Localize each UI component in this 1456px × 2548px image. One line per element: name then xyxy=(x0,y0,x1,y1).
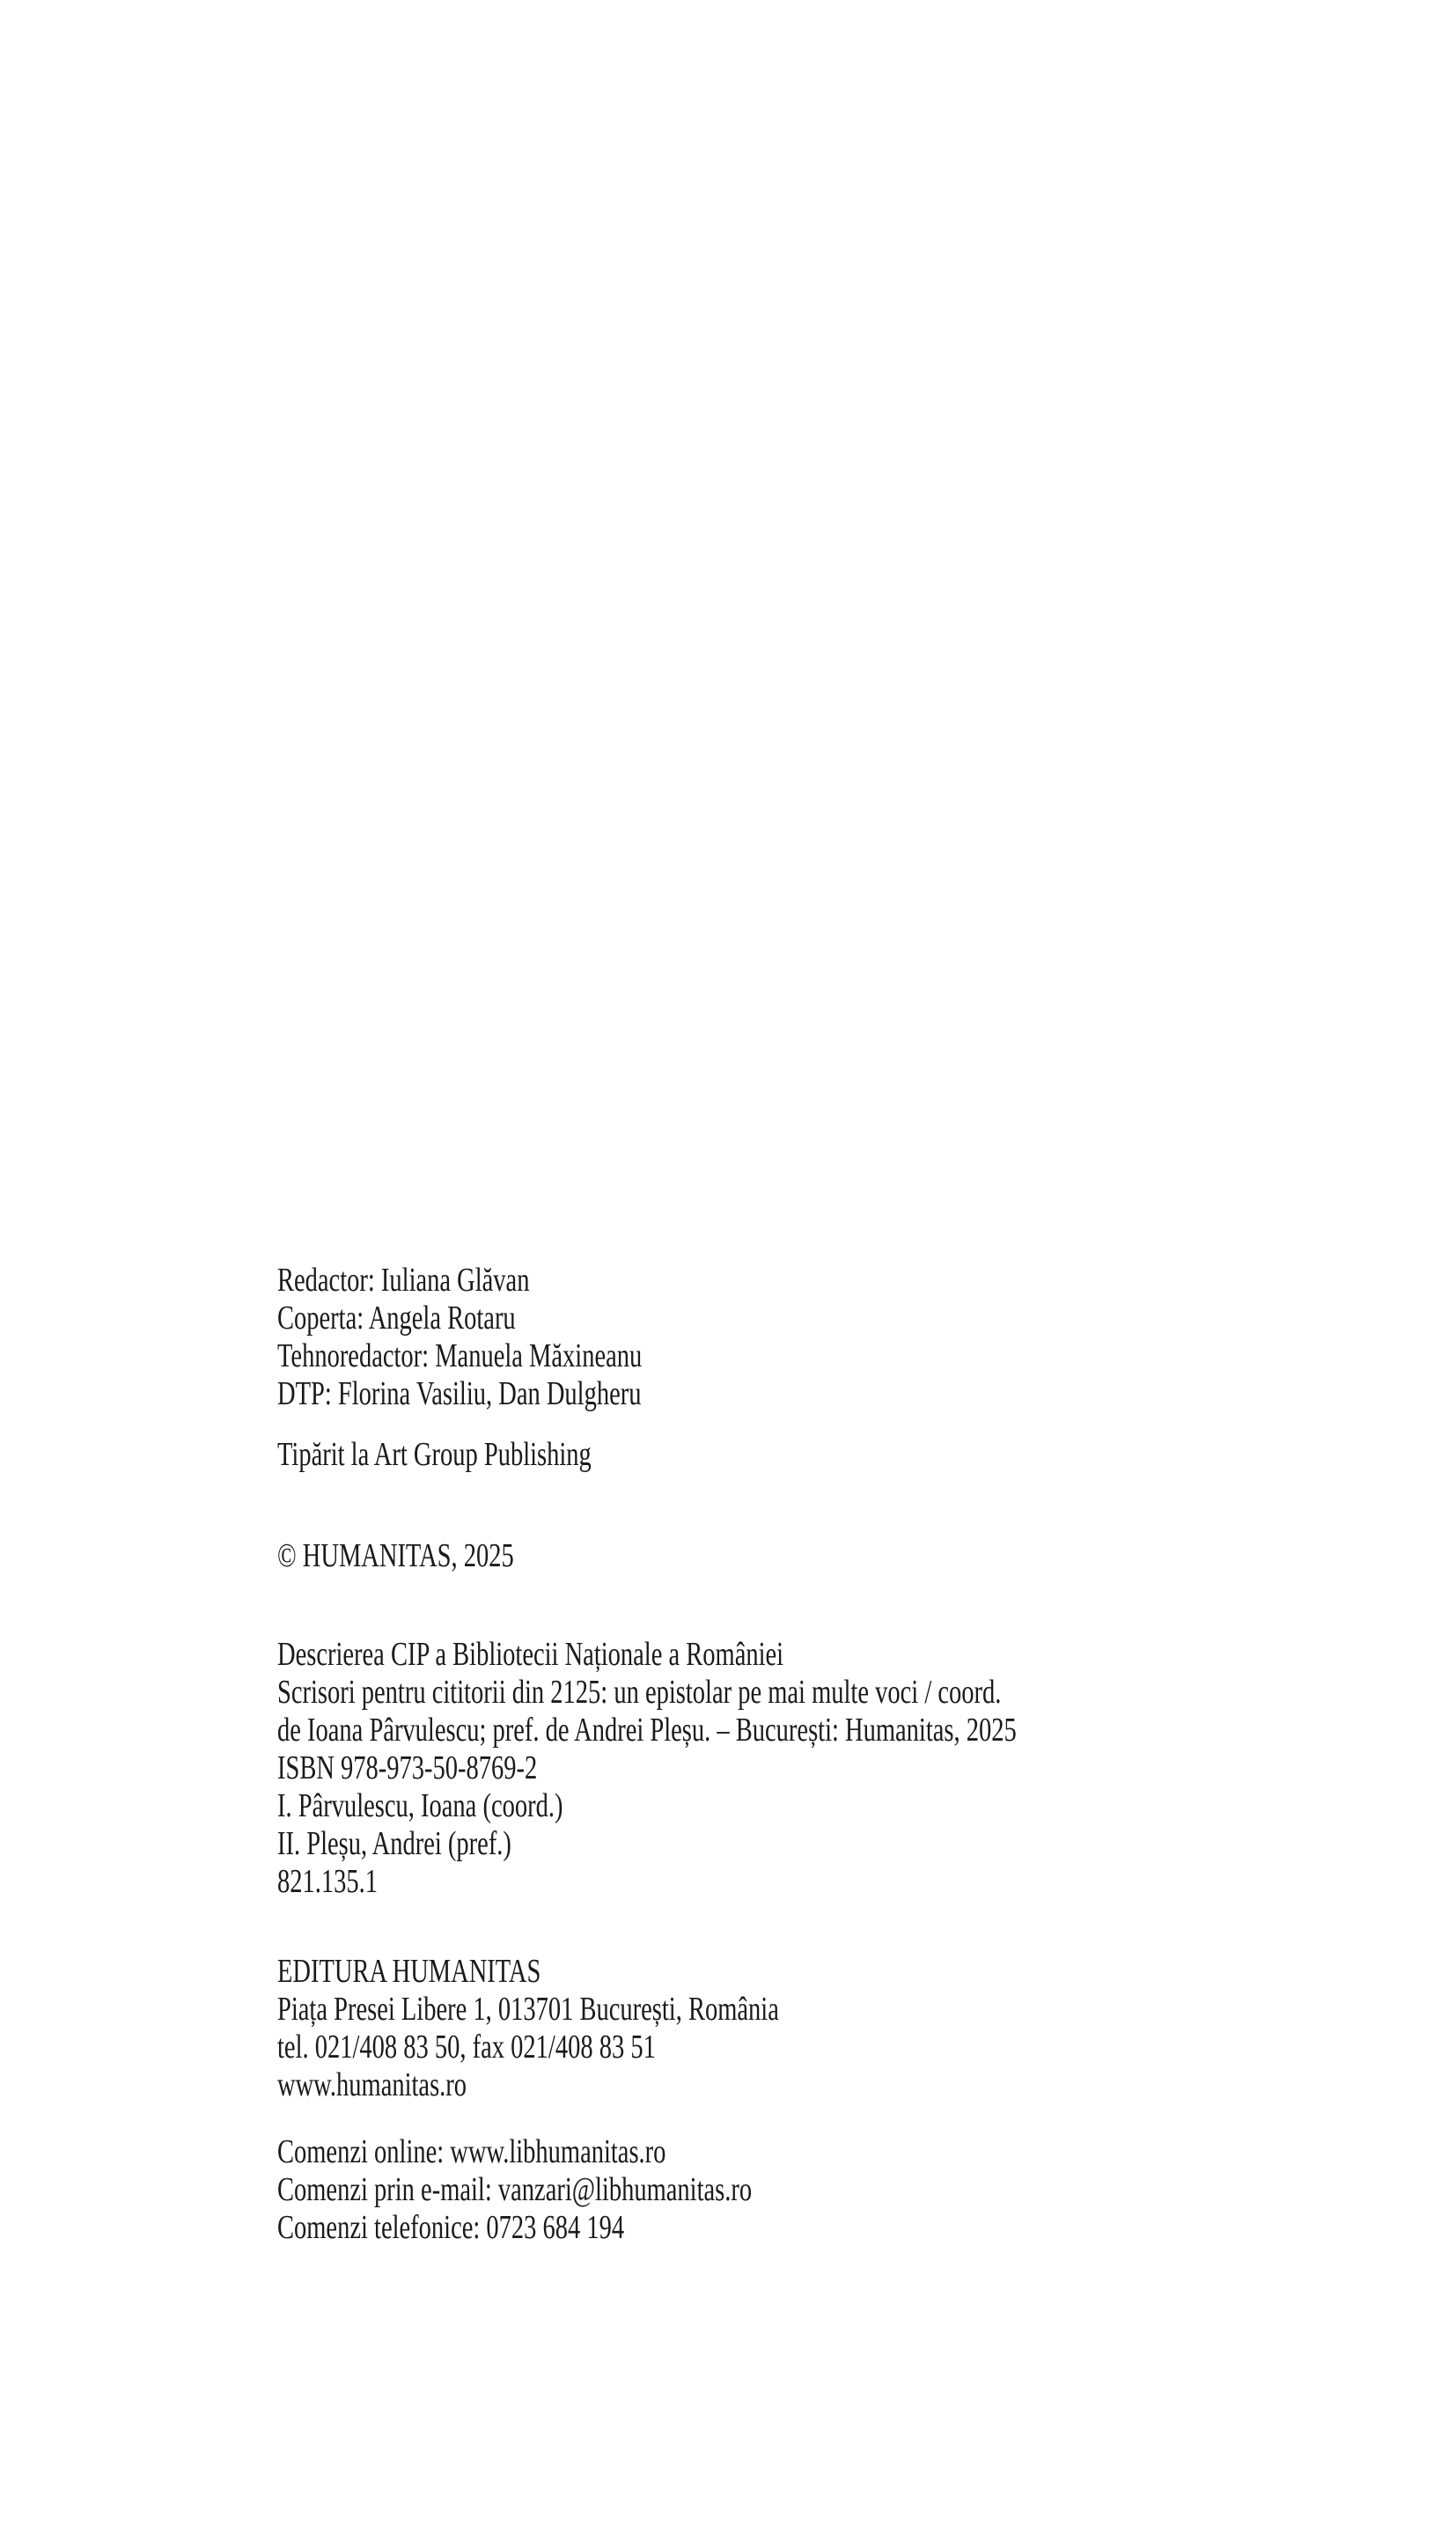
credit-line-coperta: Coperta: Angela Rotaru xyxy=(277,1300,516,1337)
credit-line-redactor: Redactor: Iuliana Glăvan xyxy=(277,1262,530,1299)
printer-block xyxy=(277,1436,1017,1474)
orders-email-line: Comenzi prin e-mail: vanzari@libhumanitas.ro xyxy=(277,2171,753,2208)
publisher-website-line: www.humanitas.ro xyxy=(277,2066,467,2103)
publisher-phone-line: tel. 021/408 83 50, fax 021/408 83 51 xyxy=(277,2029,656,2066)
cip-entry-coord-line: I. Pârvulescu, Ioana (coord.) xyxy=(277,1787,563,1824)
cip-block xyxy=(277,1636,1017,1901)
colophon xyxy=(277,1262,1017,2247)
publisher-address-line: Piața Presei Libere 1, 013701 București, România xyxy=(277,1991,779,2028)
cip-title-line-2: de Ioana Pârvulescu; pref. de Andrei Pleșu. – București: Humanitas, 2025 xyxy=(277,1712,1017,1749)
cip-title-line: Scrisori pentru cititorii din 2125: un epistolar pe mai multe voci / coord. xyxy=(277,1674,1002,1711)
publisher-name-line: EDITURA HUMANITAS xyxy=(277,1953,541,1990)
credit-line-dtp: DTP: Florina Vasiliu, Dan Dulgheru xyxy=(277,1375,642,1412)
cip-isbn-line: ISBN 978-973-50-8769-2 xyxy=(277,1749,538,1786)
orders-phone-line: Comenzi telefonice: 0723 684 194 xyxy=(277,2209,625,2246)
orders-online-line: Comenzi online: www.libhumanitas.ro xyxy=(277,2133,666,2170)
cip-entry-pref-line: II. Pleșu, Andrei (pref.) xyxy=(277,1825,511,1862)
cip-udc-line: 821.135.1 xyxy=(277,1863,378,1900)
copyright-line: © HUMANITAS, 2025 xyxy=(277,1537,514,1574)
publisher-block xyxy=(277,1953,1017,2104)
staff-credits-block xyxy=(277,1262,1017,1413)
cip-heading-line: Descrierea CIP a Bibliotecii Naționale a României xyxy=(277,1636,784,1673)
orders-block xyxy=(277,2133,1017,2247)
credit-line-tehnoredactor: Tehnoredactor: Manuela Măxineanu xyxy=(277,1337,643,1374)
printer-line: Tipărit la Art Group Publishing xyxy=(277,1436,592,1473)
copyright-block xyxy=(277,1537,1017,1575)
